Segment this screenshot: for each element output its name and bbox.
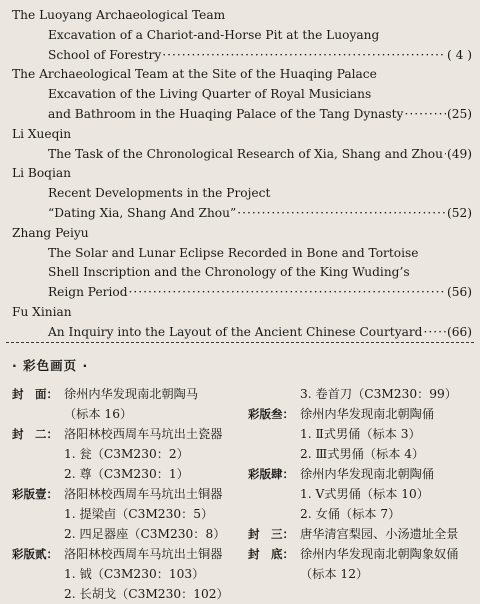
toc-entry [12, 125, 472, 165]
toc-title-line[interactable] [12, 145, 472, 165]
leader-dots [129, 283, 446, 303]
plate-item [248, 524, 476, 544]
plate-item [248, 544, 476, 564]
toc-title-line: Excavation of a Chariot-and-Horse Pit at the Luoyang [48, 27, 380, 42]
plate-sub-item: 2. 女俑（标本 7） [300, 507, 401, 521]
toc-author: Fu Xinian [12, 304, 72, 319]
toc-title-line: Excavation of the Living Quarter of Royal Musicians [48, 87, 372, 102]
plate-item [248, 404, 476, 424]
plate-label: 彩版壹： [12, 487, 58, 501]
section-divider [6, 342, 474, 343]
plate-sub-item: 3. 卷首刀（C3M230：99） [300, 387, 457, 401]
plate-label: 封 底： [248, 547, 294, 561]
toc-page-number: ( 4 ) [446, 47, 472, 62]
leader-dots [404, 105, 446, 125]
toc-author: Zhang Peiyu [12, 225, 89, 240]
plate-text: 洛阳林校西周车马坑出土瓷器 [64, 427, 223, 441]
plate-sub-item: 1. Ⅴ式男俑（标本 10） [300, 487, 429, 501]
plate-item [12, 384, 244, 404]
toc-page-number: (49) [446, 146, 472, 161]
toc-title-line: The Solar and Lunar Eclipse Recorded in Bone and Tortoise [48, 245, 419, 260]
toc-title-line[interactable] [12, 323, 472, 343]
plate-sub-item: 1. 钺（C3M230：103） [64, 567, 205, 581]
leader-dots [423, 323, 446, 343]
toc-entry [12, 6, 472, 65]
toc-title-line[interactable] [12, 204, 472, 224]
toc-title-line: Shell Inscription and the Chronology of the King Wuding’s [48, 265, 410, 280]
plate-sub-item: （标本 12） [300, 567, 369, 581]
plate-text: 唐华清宫梨园、小汤遗址全景 [300, 527, 459, 541]
toc-entry [12, 164, 472, 223]
toc-page-number: (52) [446, 205, 472, 220]
plate-text: 洛阳林校西周车马坑出土铜器 [64, 487, 223, 501]
plate-text: 徐州内华发现南北朝陶俑 [300, 407, 435, 421]
plate-item [248, 464, 476, 484]
toc-title-text: and Bathroom in the Huaqing Palace of the Tang Dynasty [48, 106, 404, 121]
toc-title-line[interactable] [12, 46, 472, 66]
toc-entry [12, 303, 472, 343]
plate-text: 徐州内华发现南北朝陶马 [64, 387, 199, 401]
toc-author: The Luoyang Archaeological Team [12, 8, 226, 22]
plates-left-column [12, 384, 244, 604]
plate-sub-item: 2. Ⅲ式男俑（标本 4） [300, 447, 425, 461]
toc-author: Li Boqian [12, 166, 71, 181]
toc-title-text: An Inquiry into the Layout of the Ancient Chinese Courtyard [48, 324, 423, 339]
toc-title-text: Reign Period [48, 285, 128, 300]
toc-page-number: (66) [446, 324, 472, 339]
toc-title-text: “Dating Xia, Shang And Zhou” [48, 205, 237, 220]
plate-sub-item: 1. Ⅱ式男俑（标本 3） [300, 427, 421, 441]
toc-author: Li Xueqin [12, 126, 72, 141]
toc-title-text: The Task of the Chronological Research of Xia, Shang and Zhou [48, 146, 443, 161]
plate-text: 徐州内华发现南北朝陶象奴俑 [300, 547, 459, 561]
toc-entry [12, 65, 472, 124]
plate-sub-item: （标本 16） [64, 407, 133, 421]
toc-page-number: (25) [446, 106, 472, 121]
toc-title-line: Recent Developments in the Project [48, 186, 271, 201]
color-plates-header: · 彩色画页 · [12, 358, 89, 373]
plate-sub-item: 1. 瓮（C3M230：2） [64, 447, 189, 461]
leader-dots [237, 204, 446, 224]
plate-label: 彩版贰： [12, 547, 58, 561]
plate-sub-item: 2. 长胡戈（C3M230：102） [64, 587, 229, 601]
table-of-contents [12, 6, 472, 343]
toc-author: The Archaeological Team at the Site of the Huaqing Palace [12, 67, 377, 82]
plate-sub-item: 2. 四足器座（C3M230：8） [64, 527, 226, 541]
leader-dots [162, 46, 446, 66]
plate-label: 彩版叁： [248, 407, 294, 421]
plate-label: 封 面： [12, 387, 58, 401]
plates-right-column [248, 384, 476, 584]
plate-sub-item: 2. 尊（C3M230：1） [64, 467, 189, 481]
toc-title-line[interactable] [12, 105, 472, 125]
plate-label: 封 二： [12, 427, 58, 441]
toc-entry [12, 224, 472, 303]
toc-title-line[interactable] [12, 283, 472, 303]
plate-text: 洛阳林校西周车马坑出土铜器 [64, 547, 223, 561]
plate-item [12, 424, 244, 444]
plate-text: 徐州内华发现南北朝陶俑 [300, 467, 435, 481]
plate-item [12, 484, 244, 504]
plate-sub-item: 1. 提梁卣（C3M230：5） [64, 507, 214, 521]
toc-title-text: School of Forestry [48, 47, 162, 62]
plate-label: 封 三： [248, 527, 294, 541]
plate-label: 彩版肆： [248, 467, 294, 481]
plate-item [12, 544, 244, 564]
leader-dots [444, 145, 446, 165]
toc-page-number: (56) [446, 285, 472, 300]
